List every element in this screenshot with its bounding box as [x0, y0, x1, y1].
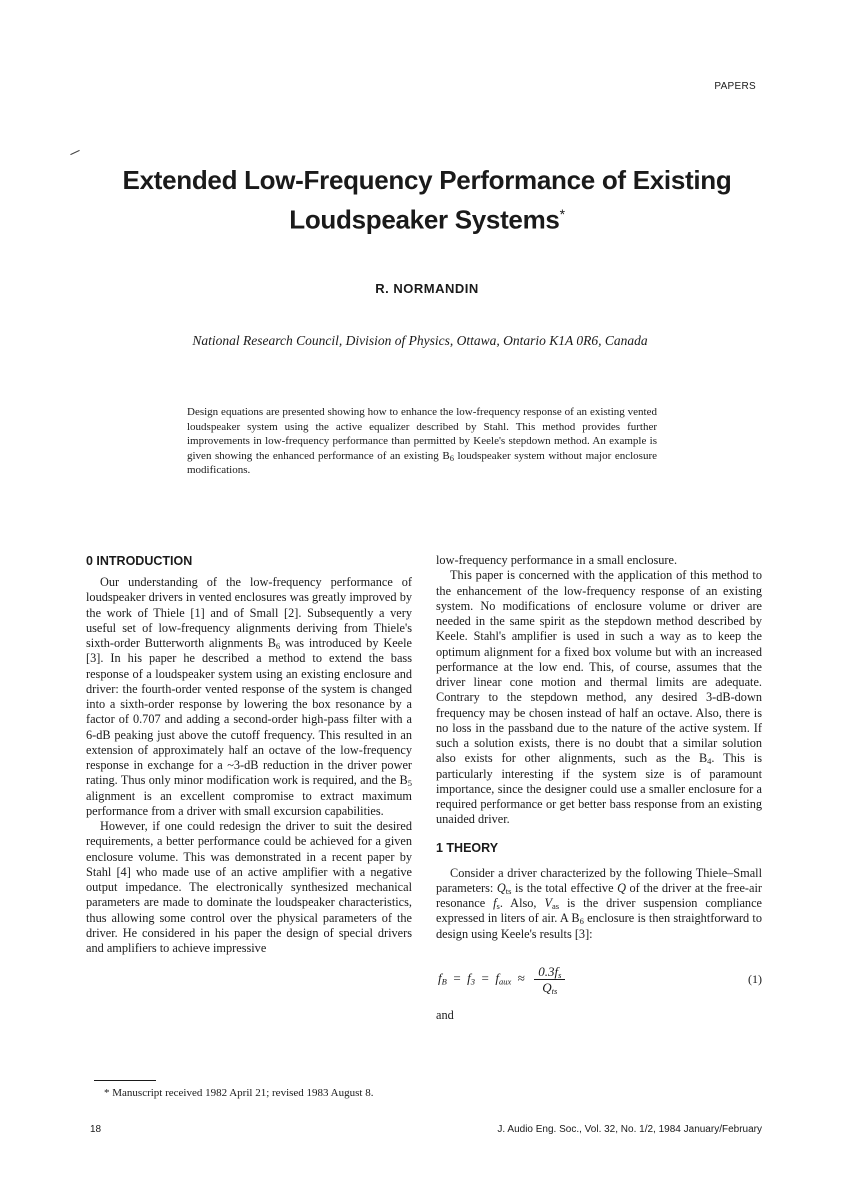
- author-name: R. NORMANDIN: [375, 281, 479, 296]
- paragraph: Consider a driver characterized by the following Thiele–Small parameters: $Q_{ts}$ is the total effective Q of the driver at the free-air resonance $f_s$. Also, $V_{as}$ is the driver suspension compliance expressed in liters of air. A $B_6$ enclosure is then straightforward to design using Keele's results [3]:: [436, 865, 762, 941]
- section-heading-theory: 1 THEORY: [436, 840, 499, 855]
- journal-reference: J. Audio Eng. Soc., Vol. 32, No. 1/2, 1984 January/February: [497, 1124, 762, 1135]
- paragraph: Our understanding of the low-frequency performance of loudspeaker drivers in vented enclosures was greatly improved by the work of Thiele [1] and of Small [2]. Subsequently a very useful set of low-frequency alignments deriving from Thiele's sixth-order Butterworth alignments $B_6$ was introduced by Keele [3]. In his paper he described a method to extend the bass response of a loudspeaker system using an existing enclosure and driver: the fourth-order vented response of the system is changed into a sixth-order response by lowering the box resonance by a factor of 0.707 and adding a second-order high-pass filter with a 6-dB peaking just above the cutoff frequency. This resulted in an extension of approximately half an octave of the low-frequency response in exchange for a ~3-dB reduction in the driver power rating. Thus only minor modification work is required, and the $B_5$ alignment is an excellent compromise to extract maximum performance from a driver with small excursion capabilities.: [86, 575, 413, 818]
- left-column: [86, 553, 412, 956]
- equation-fraction: $\frac{0.3f_s}{Q_{ts}}$: [534, 964, 565, 995]
- paragraph: This paper is concerned with the application of this method to the enhancement of the low-frequency response of an existing system. No modifications of enclosure volume or driver are needed in the same spirit as the stepdown method described by Keele. Stahl's amplifier is used in such a way as to keep the optimum alignment for a fixed box volume but with an increased performance at the low end. This, of course, assumes that the driver linear cone motion and thermal limits are adequate. Contrary to the stepdown method, any desired 3-dB-down frequency may be chosen instead of half an octave. Also, there is no loss in the passband due to the nature of the active system. If such a solution exists, there is no doubt that a similar solution also exists for other alignments, such as the $B_4$. This is particularly interesting if the system size is of paramount importance, since the designer could use a smaller enclosure for a required performance or get better bass response from an existing unaided driver.: [436, 568, 762, 827]
- abstract-text: Design equations are presented showing how to enhance the low-frequency response of an existing vented loudspeaker system using the active equalizer described by Stahl. This method provides further improvements in low-frequency performance than permitted by Keele's stepdown method. An example is given showing the enhanced performance of an existing $B_6$ loudspeaker system without major enclosure modifications.: [187, 406, 657, 476]
- page-number: 18: [90, 1124, 102, 1135]
- abstract: [187, 405, 657, 478]
- title-line-1: Extended Low-Frequency Performance of Existing: [122, 165, 732, 195]
- section-heading-introduction: 0 INTRODUCTION: [86, 554, 193, 568]
- title-line-2: Loudspeaker Systems: [289, 204, 560, 235]
- paper-title: [80, 163, 774, 237]
- equation-number: (1): [748, 972, 762, 987]
- author-affiliation: National Research Council, Division of Physics, Ottawa, Ontario K1A 0R6, Canada: [192, 333, 648, 348]
- title-footnote-marker: *: [559, 206, 565, 222]
- paragraph: and: [436, 1007, 454, 1022]
- equation-1: [436, 964, 762, 996]
- paragraph: However, if one could redesign the driver to suit the desired requirements, a better performance could be achieved for a given enclosure volume. This was demonstrated in a recent paper by Stahl [4] who made use of an active amplifier with a negative output impedance. The electronically synthesized mechanical parameters are made to dominate the loudspeaker characteristics, thus allowing some control over the physical parameters of the driver. He considered in his paper the design of special drivers and amplifiers to achieve impressive: [86, 819, 412, 955]
- section-label: PAPERS: [714, 81, 756, 92]
- right-column: [436, 553, 762, 1023]
- footnote: * Manuscript received 1982 April 21; revised 1983 August 8.: [104, 1087, 374, 1099]
- equation-body: $f_B = f_3 = f_{aux}$ ≈ $\frac{0.3f_s}{Q_{ts}}$: [436, 964, 748, 995]
- paragraph: low-frequency performance in a small enclosure.: [436, 553, 678, 567]
- scan-mark: [70, 150, 79, 155]
- footnote-divider: [94, 1080, 156, 1081]
